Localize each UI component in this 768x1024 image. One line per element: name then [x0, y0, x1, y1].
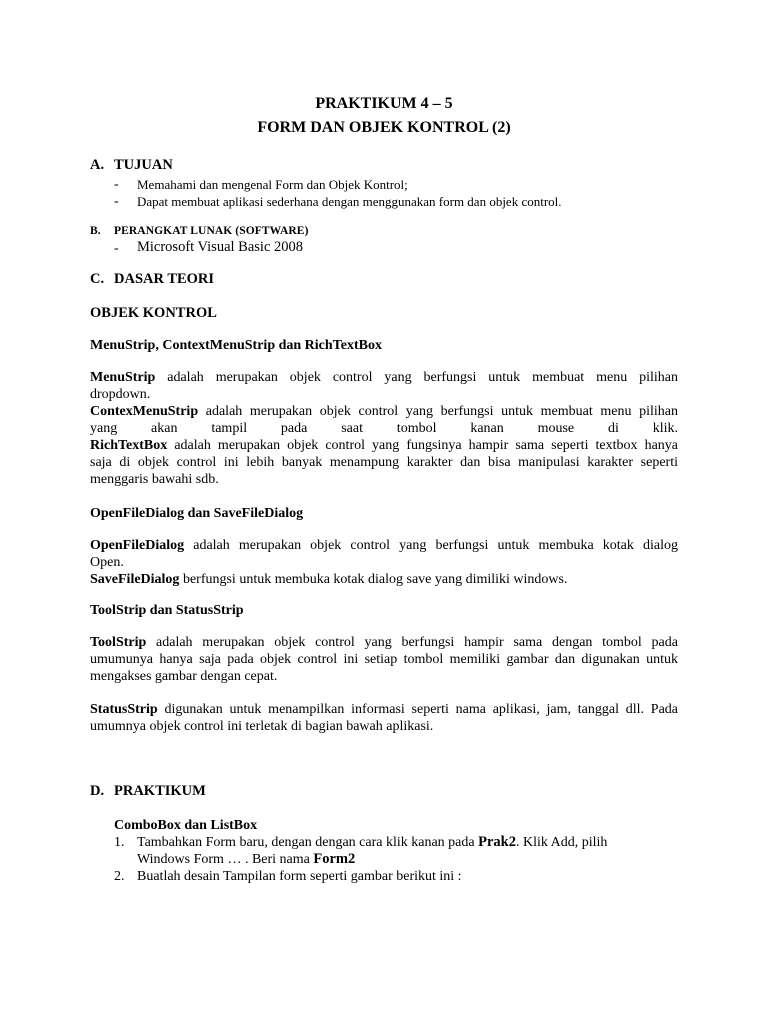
openfiledialog-para-line: Open.: [90, 555, 124, 570]
richtextbox-para-line: menggaris bawahi sdb.: [90, 472, 219, 487]
contextmenu-para-line: [90, 403, 678, 420]
bullet-dash: -: [114, 241, 119, 256]
step-1-number: 1.: [114, 835, 125, 850]
section-b-bullet-1: Microsoft Visual Basic 2008: [137, 239, 303, 255]
statusstrip-desc: digunakan untuk menampilkan informasi seperti nama aplikasi, jam, tanggal dll. Pada: [157, 702, 678, 717]
statusstrip-para-line: [90, 701, 678, 718]
filedialog-heading: OpenFileDialog dan SaveFileDialog: [90, 506, 304, 521]
step-2-number: 2.: [114, 869, 125, 884]
richtextbox-para-line: saja di objek control ini lebih banyak menampung karakter dan bisa manipulasi karakter seperti: [90, 455, 678, 470]
section-c-heading: DASAR TEORI: [114, 271, 215, 287]
section-a-label: A.: [90, 157, 105, 173]
toolstrip-desc: adalah merupakan objek control yang berfungsi hampir sama dengan tombol pada: [146, 635, 678, 650]
term-openfiledialog: OpenFileDialog: [90, 538, 185, 553]
openfiledialog-para-line: [90, 537, 678, 554]
section-a-bullet-1: Memahami dan mengenal Form dan Objek Kontrol;: [137, 177, 408, 192]
menustrip-desc: adalah merupakan objek control yang berfungsi untuk membuat menu pilihan: [155, 370, 678, 385]
statusstrip-para-line: umumnya objek control ini terletak di bagian bawah aplikasi.: [90, 719, 434, 734]
section-c-label: C.: [90, 271, 105, 287]
combobox-heading: ComboBox dan ListBox: [114, 818, 258, 833]
doc-title-line1: PRAKTIKUM 4 – 5: [315, 95, 453, 112]
toolstrip-para-line: mengakses gambar dengan cepat.: [90, 669, 278, 684]
toolstrip-para-line: umumunya hanya saja pada objek control ini setiap tombol memiliki gambar dan digunakan untuk: [90, 652, 678, 667]
step-1-post: . Klik Add, pilih: [515, 835, 608, 850]
term-menustrip: MenuStrip: [90, 370, 156, 385]
term-contexmenustrip: ContexMenuStrip: [90, 404, 199, 419]
term-richtextbox: RichTextBox: [90, 438, 168, 453]
richtextbox-desc: adalah merupakan objek control yang fungsinya hampir sama seperti textbox hanya: [167, 438, 678, 453]
toolstrip-heading: ToolStrip dan StatusStrip: [90, 603, 244, 618]
term-statusstrip: StatusStrip: [90, 702, 158, 717]
savefiledialog-para-line: [90, 571, 678, 588]
section-d-heading: PRAKTIKUM: [114, 783, 206, 799]
section-b-heading: PERANGKAT LUNAK (SOFTWARE): [114, 225, 309, 237]
objek-kontrol-heading: OBJEK KONTROL: [90, 305, 217, 321]
savefiledialog-desc: berfungsi untuk membuka kotak dialog save yang dimiliki windows.: [179, 572, 568, 587]
doc-title-line2: FORM DAN OBJEK KONTROL (2): [257, 119, 511, 136]
bullet-dash: -: [114, 194, 119, 209]
step-2-text: Buatlah desain Tampilan form seperti gambar berikut ini :: [137, 869, 462, 884]
contextmenu-desc: adalah merupakan objek control yang berfungsi untuk membuat menu pilihan: [198, 404, 678, 419]
menustrip-para-line: [90, 369, 678, 386]
richtextbox-para-line: [90, 437, 678, 454]
step-1-line2: [137, 851, 355, 868]
menustrip-heading: MenuStrip, ContextMenuStrip dan RichTextBox: [90, 338, 382, 353]
contextmenu-para-line: yang akan tampil pada saat tombol kanan mouse di klik.: [90, 421, 678, 436]
term-toolstrip: ToolStrip: [90, 635, 147, 650]
step-1-line2-pre: Windows Form … . Beri nama: [137, 852, 314, 867]
section-a-bullet-2: Dapat membuat aplikasi sederhana dengan menggunakan form dan objek control.: [137, 194, 562, 209]
step-1-line2-bold-form2: Form2: [313, 851, 356, 867]
step-1-pre: Tambahkan Form baru, dengan dengan cara klik kanan pada: [137, 835, 479, 850]
section-b-label: B.: [90, 225, 101, 237]
term-savefiledialog: SaveFileDialog: [90, 572, 180, 587]
bullet-dash: -: [114, 177, 119, 192]
section-d-label: D.: [90, 783, 105, 799]
menustrip-para-line: dropdown.: [90, 387, 151, 402]
toolstrip-para-line: [90, 634, 678, 651]
section-a-heading: TUJUAN: [114, 157, 173, 173]
openfiledialog-desc: adalah merupakan objek control yang berfungsi untuk membuka kotak dialog: [184, 538, 678, 553]
step-1-bold-prak2: Prak2: [478, 834, 516, 850]
step-1-text: [137, 834, 607, 851]
